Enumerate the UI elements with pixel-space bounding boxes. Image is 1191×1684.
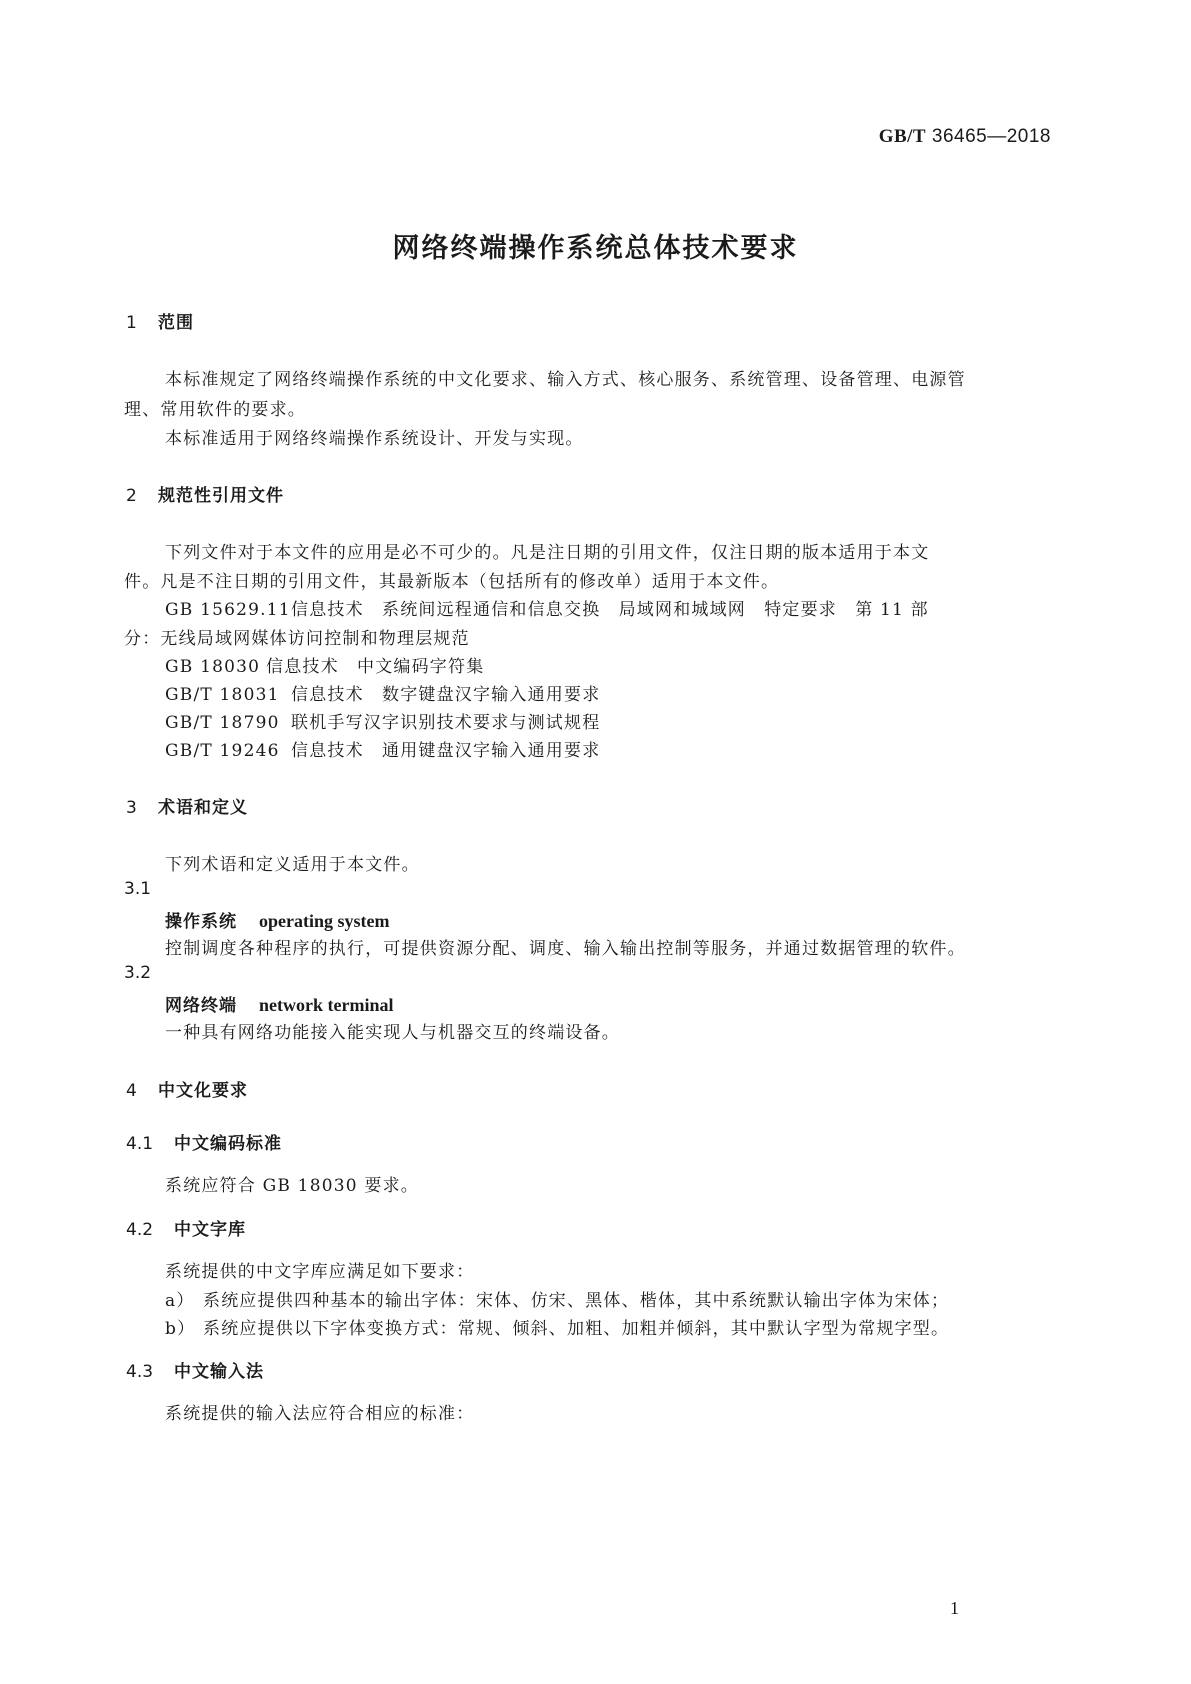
reference-title: 信息技术 中文编码字符集 xyxy=(266,657,485,677)
reference-item xyxy=(165,708,600,733)
reference-title: 联机手写汉字识别技术要求与测试规程 xyxy=(291,713,601,733)
list-label: a） xyxy=(165,1291,195,1311)
paragraph: 系统提供的中文字库应满足如下要求： xyxy=(165,1262,475,1282)
reference-title: 信息技术 通用键盘汉字输入通用要求 xyxy=(291,741,601,761)
term-definition: 一种具有网络功能接入能实现人与机器交互的终端设备。 xyxy=(165,1023,620,1043)
subsection-title: 中文编码标准 xyxy=(174,1134,282,1154)
section-number: 1 xyxy=(126,313,137,333)
reference-title: 信息技术 系统间远程通信和信息交换 局域网和城域网 特定要求 第 11 部 xyxy=(291,600,929,620)
section-4-heading xyxy=(126,1076,248,1101)
subsection-number: 4.3 xyxy=(126,1362,154,1382)
section-title: 规范性引用文件 xyxy=(158,486,284,506)
term-english: network terminal xyxy=(259,995,394,1015)
section-number: 2 xyxy=(126,486,137,506)
paragraph: 系统应符合 GB 18030 要求。 xyxy=(165,1176,419,1196)
reference-code: GB/T 19246 xyxy=(165,741,280,761)
section-number: 3 xyxy=(126,798,137,818)
paragraph: 系统提供的输入法应符合相应的标准： xyxy=(165,1404,475,1424)
section-2-heading xyxy=(126,481,284,506)
section-3-heading xyxy=(126,793,248,818)
term-number: 3.1 xyxy=(124,879,152,899)
reference-item xyxy=(165,736,600,761)
standard-code-prefix: GB/T xyxy=(878,126,927,147)
paragraph-continuation: 理、常用软件的要求。 xyxy=(124,400,306,420)
reference-code: GB/T 18031 xyxy=(165,685,280,705)
paragraph-continuation: 件。凡是不注日期的引用文件，其最新版本（包括所有的修改单）适用于本文件。 xyxy=(124,572,780,592)
term-heading xyxy=(165,991,393,1016)
subsection-title: 中文输入法 xyxy=(174,1362,264,1382)
subsection-title: 中文字库 xyxy=(174,1220,246,1240)
subsection-4-3-heading xyxy=(126,1357,264,1382)
standard-code xyxy=(879,126,1051,148)
reference-code: GB/T 18790 xyxy=(165,713,280,733)
reference-code: GB 18030 xyxy=(165,657,261,677)
reference-item xyxy=(165,595,929,620)
paragraph: 下列术语和定义适用于本文件。 xyxy=(165,855,420,875)
subsection-4-1-heading xyxy=(126,1129,282,1154)
section-title: 中文化要求 xyxy=(158,1081,248,1101)
page-number: 1 xyxy=(950,1598,959,1618)
document-title: 网络终端操作系统总体技术要求 xyxy=(392,233,799,264)
list-item xyxy=(165,1286,949,1311)
term-number: 3.2 xyxy=(124,963,152,983)
subsection-number: 4.1 xyxy=(126,1134,154,1154)
section-number: 4 xyxy=(126,1081,137,1101)
paragraph: 本标准适用于网络终端操作系统设计、开发与实现。 xyxy=(165,429,584,449)
section-1-heading xyxy=(126,308,194,333)
term-definition: 控制调度各种程序的执行，可提供资源分配、调度、输入输出控制等服务，并通过数据管理的软件。 xyxy=(165,939,966,959)
reference-item xyxy=(165,680,600,705)
term-chinese: 操作系统 xyxy=(165,912,237,932)
list-text: 系统应提供四种基本的输出字体：宋体、仿宋、黑体、楷体，其中系统默认输出字体为宋体； xyxy=(203,1291,950,1311)
paragraph: 下列文件对于本文件的应用是必不可少的。凡是注日期的引用文件，仅注日期的版本适用于本文 xyxy=(165,543,930,563)
section-title: 术语和定义 xyxy=(158,798,248,818)
term-heading xyxy=(165,907,389,932)
term-english: operating system xyxy=(259,911,390,931)
list-label: b） xyxy=(165,1319,196,1339)
reference-code: GB 15629.11 xyxy=(165,600,291,620)
paragraph: 本标准规定了网络终端操作系统的中文化要求、输入方式、核心服务、系统管理、设备管理、电源管 xyxy=(165,370,966,390)
reference-title: 信息技术 数字键盘汉字输入通用要求 xyxy=(291,685,601,705)
section-title: 范围 xyxy=(158,313,194,333)
standard-code-number: 36465—2018 xyxy=(926,126,1051,147)
reference-item xyxy=(165,652,484,677)
reference-continuation: 分：无线局域网媒体访问控制和物理层规范 xyxy=(124,629,470,649)
list-item xyxy=(165,1314,949,1339)
term-chinese: 网络终端 xyxy=(165,996,237,1016)
subsection-4-2-heading xyxy=(126,1215,246,1240)
subsection-number: 4.2 xyxy=(126,1220,154,1240)
list-text: 系统应提供以下字体变换方式：常规、倾斜、加粗、加粗并倾斜，其中默认字型为常规字型。 xyxy=(203,1319,950,1339)
